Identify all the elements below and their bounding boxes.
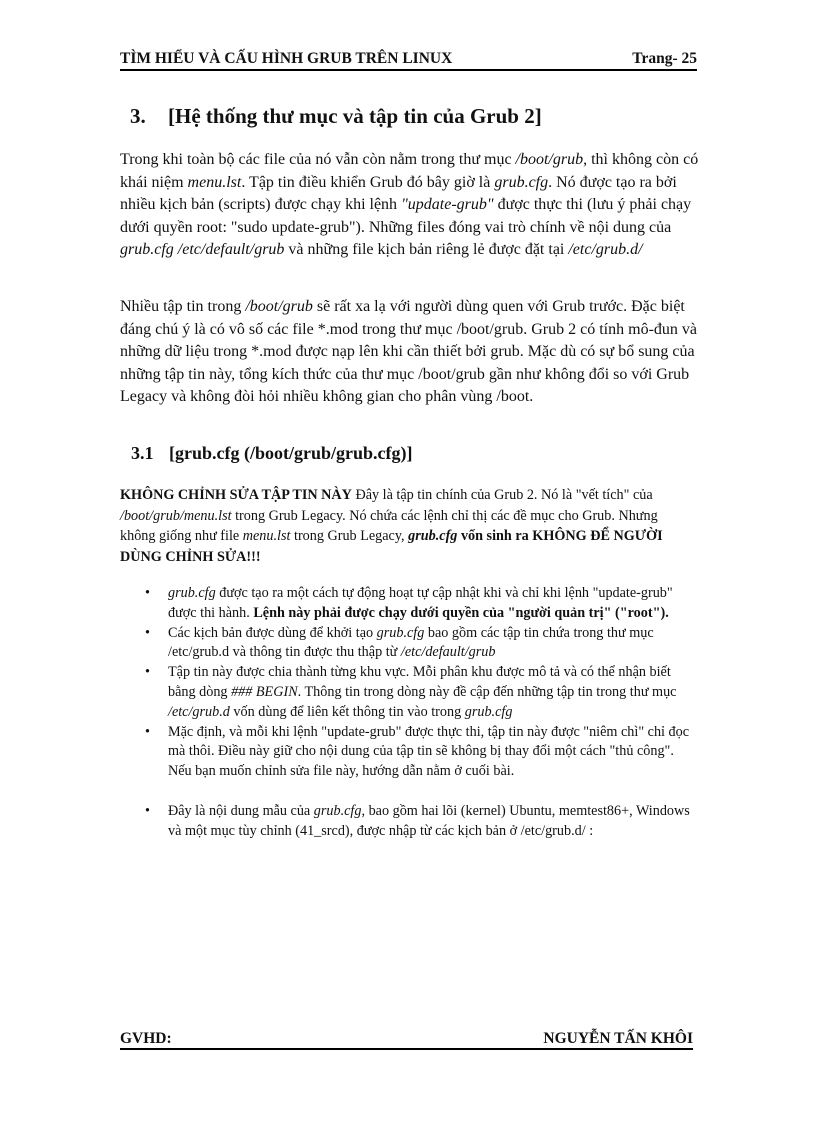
paragraph-grub-files: Trong khi toàn bộ các file của nó vẫn còn nằm trong thư mục /boot/grub, thì không còn có khái niệm menu.lst. Tập tin điều khiển Grub đó bây giờ là grub.cfg. Nó được tạo ra bởi nhiều kịch bản (scripts) được chạy khi lệnh "update-grub" được thực thi (lưu ý phải chạy dưới quyền root: "sudo update-grub"). Những files đóng vai trò chính về nội dung của grub.cfg /etc/default/grub và những file kịch bản riêng lẻ được đặt tại /etc/grub.d/ xyxy=(120,151,699,259)
list-item: • Tập tin này được chia thành từng khu vực. Mỗi phân khu được mô tả và có thể nhận biết bằng dòng ### BEGIN. Thông tin trong dòng này đề cập đến những tập tin trong thư mục /etc/grub.d vốn dùng để liên kết thông tin vào trong grub.cfg xyxy=(120,663,695,722)
section-number: 3. xyxy=(130,104,146,128)
list-item: • grub.cfg được tạo ra một cách tự động hoạt tự cập nhật khi và chỉ khi lệnh "update-grub" được thi hành. Lệnh này phải được chạy dưới quyền của "người quản trị" ("root"). xyxy=(120,584,695,624)
list-item: • Các kịch bản được dùng để khởi tạo grub.cfg bao gồm các tập tin chứa trong thư mục /etc/grub.d và thông tin được thu thập từ /etc/default/grub xyxy=(120,624,695,664)
paragraph-boot-grub: Nhiều tập tin trong /boot/grub sẽ rất xa lạ với người dùng quen với Grub trước. Đặc biệt đáng chú ý là có vô số các file *.mod trong thư mục /boot/grub. Grub 2 có tính mô-đun và những dữ liệu trong *.mod được nạp lên khi cần thiết bởi grub. Mặc dù có sự bổ sung của những tập tin này, tổng kích thức của thư mục /boot/grub gần như không đổi so với Grub Legacy và không đòi hỏi nhiều không gian cho phân vùng /boot. xyxy=(120,298,697,406)
paragraph-grub-cfg-warning: KHÔNG CHỈNH SỬA TẬP TIN NÀY Đây là tập tin chính của Grub 2. Nó là "vết tích" của /boot/grub/menu.lst trong Grub Legacy. Nó chứa các lệnh chỉ thị các đề mục cho Grub. Nhưng không giống như file menu.lst trong Grub Legacy, grub.cfg vốn sinh ra KHÔNG ĐỂ NGƯỜI DÙNG CHỈNH SỬA!!! xyxy=(120,487,663,565)
document-title: TÌM HIỂU VÀ CẤU HÌNH GRUB TRÊN LINUX xyxy=(120,50,453,67)
list-item: • Mặc định, và mỗi khi lệnh "update-grub" được thực thi, tập tin này được "niêm chì" chỉ đọc mà thôi. Điều này giữ cho nội dung của tập tin sẽ không bị thay đổi một cách "thủ công". Nếu bạn muốn chỉnh sửa file này, hướng dẫn nằm ở cuối bài. xyxy=(120,723,695,782)
list-item: • Đây là nội dung mẫu của grub.cfg, bao gồm hai lõi (kernel) Ubuntu, memtest86+, Windows và một mục tùy chỉnh (41_srcd), được nhập từ các kịch bản ở /etc/grub.d/ : xyxy=(120,802,695,842)
page-header xyxy=(120,50,697,71)
footer-author: NGUYỄN TẤN KHÔI xyxy=(543,1030,693,1047)
page-number: Trang- 25 xyxy=(632,50,697,67)
bullet-list xyxy=(120,584,695,841)
page-footer xyxy=(120,1030,693,1050)
section-title: [Hệ thống thư mục và tập tin của Grub 2] xyxy=(168,104,542,128)
footer-supervisor-label: GVHD: xyxy=(120,1030,172,1047)
subsection-number: 3.1 xyxy=(131,443,154,463)
subsection-title: [grub.cfg (/boot/grub/grub.cfg)] xyxy=(169,443,413,463)
section-heading xyxy=(130,104,542,129)
subsection-heading xyxy=(131,443,412,464)
